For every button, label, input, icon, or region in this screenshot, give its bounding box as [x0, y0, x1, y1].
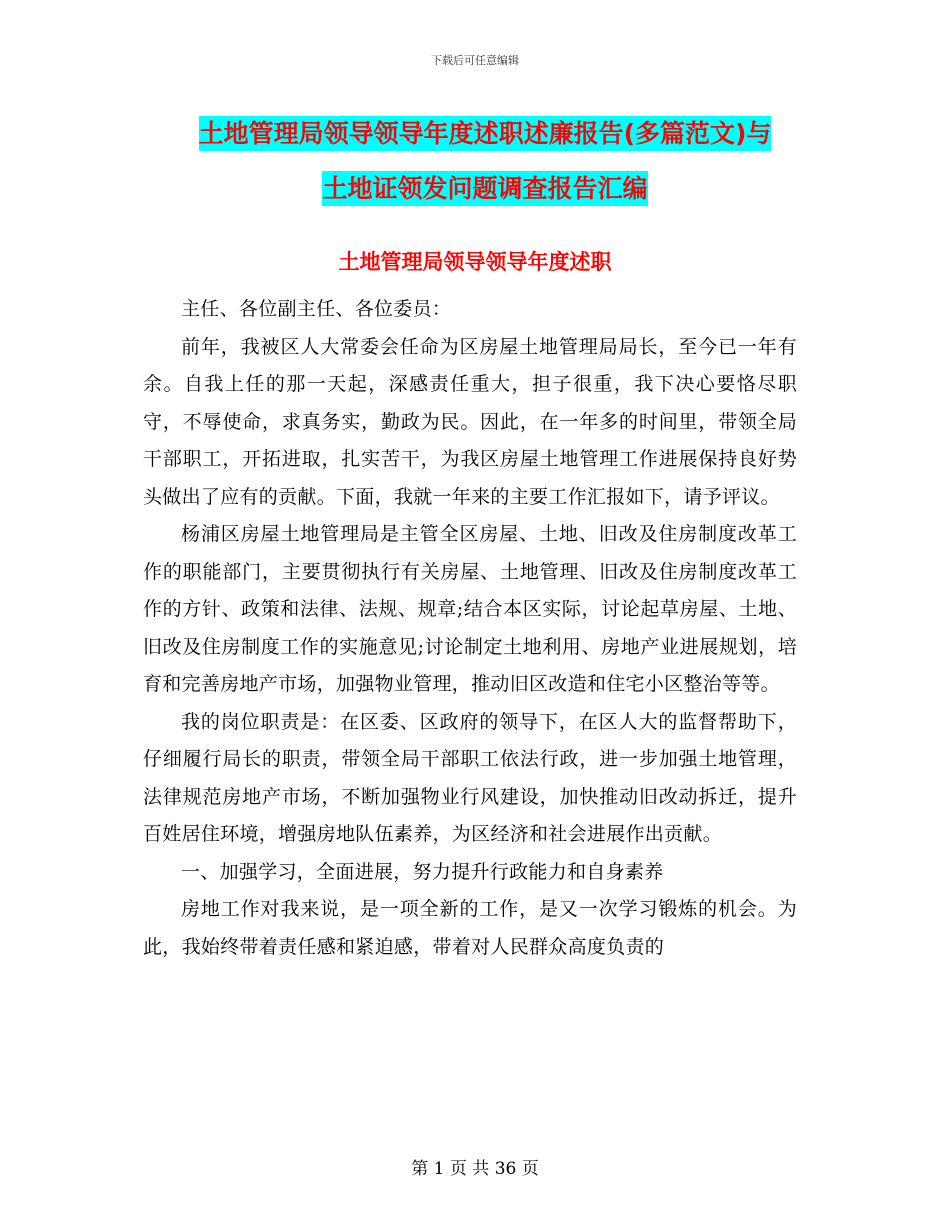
page-number: 第 1 页 共 36 页: [411, 1159, 539, 1179]
paragraph: 房地工作对我来说，是一项全新的工作，是又一次学习锻炼的机会。为此，我始终带着责任感和紧迫感，带着对人民群众高度负责的: [143, 898, 797, 958]
page-header-note: 下载后可任意编辑: [431, 54, 519, 67]
paragraph: 前年，我被区人大常委会任命为区房屋土地管理局局长，至今已一年有余。自我上任的那一天起，深感责任重大，担子很重，我下决心要恪尽职守，不辱使命，求真务实，勤政为民。因此，在一年多的时间里，带领全局干部职工，开拓进取，扎实苦干，为我区房屋土地管理工作进展保持良好势头做出了应有的贡献。下面，我就一年来的主要工作汇报如下，请予评议。: [143, 335, 797, 508]
paragraph: 我的岗位职责是：在区委、区政府的领导下，在区人大的监督帮助下，仔细履行局长的职责，带领全局干部职工依法行政，进一步加强土地管理，法律规范房地产市场，不断加强物业行风建设，加快推动旧改动拆迁，提升百姓居住环境，增强房地队伍素养，为区经济和社会进展作出贡献。: [143, 710, 797, 845]
section-title: 土地管理局领导领导年度述职: [338, 250, 612, 274]
document-title: [150, 106, 820, 216]
paragraph: 主任、各位副主任、各位委员：: [181, 298, 452, 320]
document-body: [143, 291, 797, 966]
document-title-line-2: 土地证领发问题调查报告汇编: [322, 171, 647, 206]
document-title-line-1: 土地管理局领导领导年度述职述廉报告(多篇范文)与: [199, 116, 772, 151]
paragraph-heading: 一、加强学习，全面进展，努力提升行政能力和自身素养: [181, 860, 664, 883]
paragraph: 杨浦区房屋土地管理局是主管全区房屋、土地、旧改及住房制度改革工作的职能部门，主要贯彻执行有关房屋、土地管理、旧改及住房制度改革工作的方针、政策和法律、法规、规章;结合本区实际，讨论起草房屋、土地、旧改及住房制度工作的实施意见;讨论制定土地利用、房地产业进展规划，培育和完善房地产市场，加强物业管理，推动旧区改造和住宅小区整治等等。: [143, 523, 797, 695]
